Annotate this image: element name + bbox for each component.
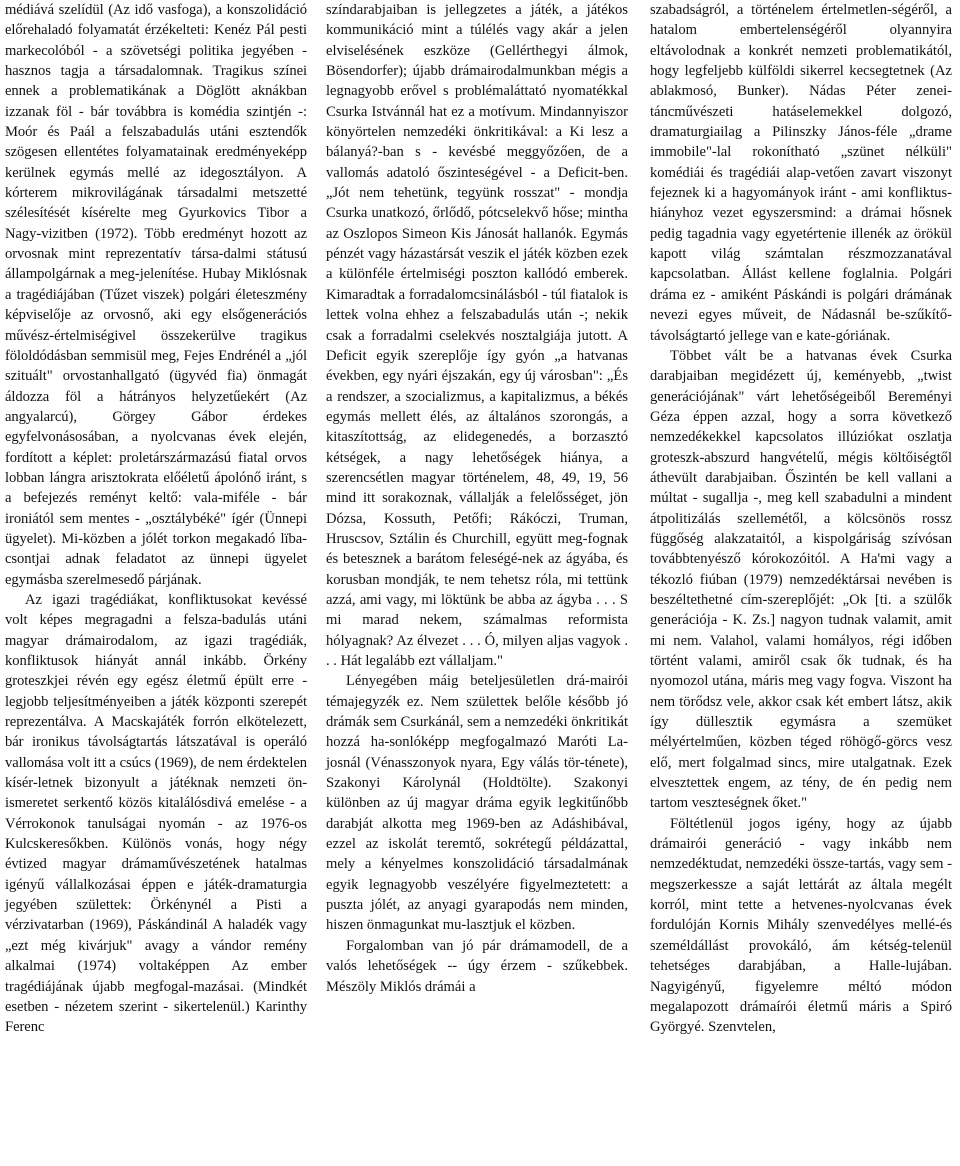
text-column-3 [650, 0, 952, 1038]
paragraph: Lényegében máig beteljesületlen drá-mairói témajegyzék ez. Nem születtek belőle később jó drámák sem Csurkánál, sem a nemzedéki önkritikát hozzá ha-sonlóképp megfogalmazó Maróti La-josnál (Vénasszonyok nyara, Egy válás tör-ténete), Szakonyi Károlynál (Holdtölte). Szakonyi különben az új magyar dráma egyik legkitűnőbb darabját alkotta meg 1969-ben az Adáshibával, ezzel az iskolát teremtő, sokrétegű példázattal, mely a kényelmes konszolidáció társadalmának egyik legnagyobb veszélyére figyelmeztetett: a puszta jólét, az anyagi gyarapodás nem minden, hiszen önmagunkat mu-lasztjuk el közben. [326, 673, 628, 934]
paragraph: médiává szelídül (Az idő vasfoga), a konszolidáció előrehaladó folyamatát érzékelteti: Kenéz Pál pesti markecolóból - a szövetségi politika jegyében - hasznos tagja a társadalomnak. Tragikus színei ennek a problematikának a Döglött aknákban izzanak föl - bár továbbra is komédia szintjén -: Moór és Paál a felszabadulás utáni esztendők szögesen ellentétes folyamatainak eredményeképp kerülnek egymás mellé az idegosztályon. A kórterem mikrovilágának társadalmi metszetté szélesítését kísérelte meg Gyurkovics Tibor a Nagy-vizitben (1972). Több eredményt hozott az orvosnak mint reprezentatív társa-dalmi státusú állampolgárnak a meg-jelenítése. Hubay Miklósnak a tragédiájában (Tűzet viszek) polgári életeszmény képviselője az orvosnő, aki egy elsőgenerációs művész-értelmiségivel összekerülve tragikus föloldódásban semmisül meg, Fejes Endrénél a „jól szituált" orvostanhallgató (ügyvéd fia) önmagát áldozza föl a hátrányos helyzetűekért (Az angyalarcú), Görgey Gábor érdekes egyfelvonásosában, a nyolcvanas évek elején, fordított a képlet: proletárszármazású fiatal orvos lobban lángra arisztokrata előéletű ápolónő iránt, s a befejezés reményt keltő: vala-miféle - bár ironiától sem mentes - „osztálybéké" ígér (Ünnepi ügyelet). Mi-közben a jólét torkon megakadó lïba-csontjai adnak feladatot az ünnepi ügyelet egymásba szerelmesedő párjának. [5, 2, 307, 588]
text-column-1 [5, 0, 307, 1038]
text-column-2 [326, 0, 628, 997]
paragraph: szabadságról, a történelem értelmetlen-ségéről, a hatalom embertelenségéről olyannyira eltávolodnak a konkrét nemzeti problematikától, hogy legfeljebb külföldi sikerrel kecsegtetnek (Az ablakmosó, Bunker). Nádas Péter zenei-táncművészeti hatáselemekkel dolgozó, dramaturgiailag a Pilinszky János-féle „drame immobile"-lal rokonítható „szünet nélküli" komédiái és tragédiái alap-vetően zavart viszonyt fejeznek ki a hagyományok iránt - ami konfliktus-hiányhoz vezet egyszersmind: a drámai hősnek pedig tagadnia vagy egyetértenie illenék az örökül kapott világ számtalan részmozzanatával kapcsolatban. Állást kellene foglalnia. Polgári dráma ez - amiként Páskándi is polgári drámának nevezi egyes műveit, de Nádasnál be-szűkítő-távolságtartó jellege van e kate-góriának. [650, 2, 952, 344]
paragraph: Forgalomban van jó pár drámamodell, de a valós lehetőségek -- úgy érzem - szűkebbek. Mészöly Miklós drámái a [326, 937, 628, 995]
paragraph: Föltétlenül jogos igény, hogy az újabb drámairói generáció - vagy inkább nem nemzedéktudat, nemzedéki össze-tartás, vagy sem - megszerkessze a saját lettárát az általa megélt korról, mint tette a hetvenes-nyolcvanas évek fordulóján Kornis Mihály szenvedélyes mellé-és személdállást provokáló, ám kétség-telenül tehetséges darabjában, a Halle-lujában. Nagyigényű, figyelemre méltó módon megalapozott drámaírói életmű máris a Spiró Györgyé. Szenvtelen, [650, 815, 952, 1036]
paragraph: Többet vált be a hatvanas évek Csurka darabjaiban megidézett új, keményebb, „twist generációjának" várt lehetőségeiből Bereményi Géza éppen azzal, hogy a sorra következő nemzedékekkel kapcsolatos illúziókat oszlatja groteszk-abszurd hangvételű, mégis költőiségtől áthevült darabjaiban. Őszintén be kell vallani a múltat - sugallja -, meg kell szabadulni a mindent átpolitizálás szellemétől, a kölcsönös rossz függőség alakzataitól, a kispolgáriság szívósan továbbtenyésző kórokozóitól. A Ha'mi vagy a tékozló fiúban (1979) nemzedéktársai nevében is beszéltethetné cím-szereplőjét: „Ok [ti. a szülők generációja - K. Zs.] nagyon tudnak valamit, amit mi nem. Valahol, valami homályos, régi időben történt valami, amiről csak ők tudnak, és ha nyomozol utána, máris meg vagy fogva. Viszont ha nem törődsz vele, akkor csak két embert látsz, akik így düllesztik egymásra a szemüket mélyértelműen, közben téged röhögő-görcs vesz elő, mert folgalmad sincs, mire utalgatnak. Ezek elvesztettek engem, az tény, de én pedig nem tartom veszteségnek őket." [650, 347, 952, 812]
paragraph: színdarabjaiban is jellegzetes a játék, a játékos kommunikáció mint a túlélés vagy akár a jelen elviselésének eszköze (Gellérthegyi álmok, Bösendorfer); újabb drámairodalmunkban mégis a legnagyobb erővel s problémaláttató nyomatékkal Csurka Istvánnál hat ez a motívum. Mindannyiszor könyörtelen nemzedéki önkritikával: a Ki lesz a bálanyá?-ban s - kevésbé meggyőzően, de a vallomás adatoló őszinteségével - a Deficit-ben. „Jót nem tehetünk, tegyünk rosszat" - mondja Csurka unatkozó, őrlődő, pótcselekvő hőse; mintha az Oszlopos Simeon Kis Jánosát hallanók. Egymás pénzét vagy házastársát veszik el játék közben ezek a különféle értelmiségi poszton kallódó emberek. Kimaradtak a forradalomcsinálásból - túl fiatalok is lettek volna ehhez a felszabadulás után -; nekik csak a forradalmi cselekvés nosztalgiája jutott. A Deficit egyik szereplője így gyón „a hatvanas években, egy nyári éjszakán, egy új városban": „És a rendszer, a szocializmus, a kapitalizmus, a békés egymás mellett élés, az általános szorongás, a kitaszítottság, az elidegenedés, a borzasztó kétségek, a nagy lehetőségek hiánya, a szerencsétlen magyar történelem, 48, 49, 19, 56 mind itt sorakoznak, vállalják a felelősséget, jön Dózsa, Kossuth, Petőfi; Rákóczi, Truman, Hruscsov, Sztálin és Churchill, együtt meg-fognak és betesznek a barátom feleségé-nek az ágyába, és korusban mondják, te nem tehetsz róla, mi tettünk azzá, ami vagy, mi löktünk be abba az ágyba . . . S mi marad nekem, számalmas reformista hólyagnak? Az élvezet . . . Ó, milyen aljas vagyok . . . Hát legalább ezt vállaljam." [326, 2, 628, 669]
paragraph: Az igazi tragédiákat, konfliktusokat kevéssé volt képes megragadni a felsza-badulás utáni magyar drámairodalom, az igazi tragédiák, konfliktusok hiányát annál inkább. Örkény groteszkjei révén egy egész életmű épült erre - legjobb teljesítményeiben a játék központi szerepét reprezentálva. A Macskajáték forrón elkötelezett, bár ironikus távolságtartás látszatával is operáló vallomása volt itt a csúcs (1969), de nem érdektelen kísér-letnek bizonyult a játéknak nemzeti ön-ismeretet serkentő közös kitalálósdivá emelése - a Vérrokonok tanulságai nyomán - az 1976-os Kulcskeresőkben. Különös vonás, hogy négy évtized magyar drámaművészetének hatalmas igényű vállalkozásai éppen e játék-dramaturgia jegyében születtek: Örkénynél a Pisti a vérzivatarban (1969), Páskándinál A haladék vagy „ezt még kivárjuk" avagy a vándor remény alkalmai (1974) voltaképpen Az ember tragédiájának újabb megfogal-mazásai. (Mindkét esetben - nézetem szerint - sikertelenül.) Karinthy Ferenc [5, 591, 307, 1036]
